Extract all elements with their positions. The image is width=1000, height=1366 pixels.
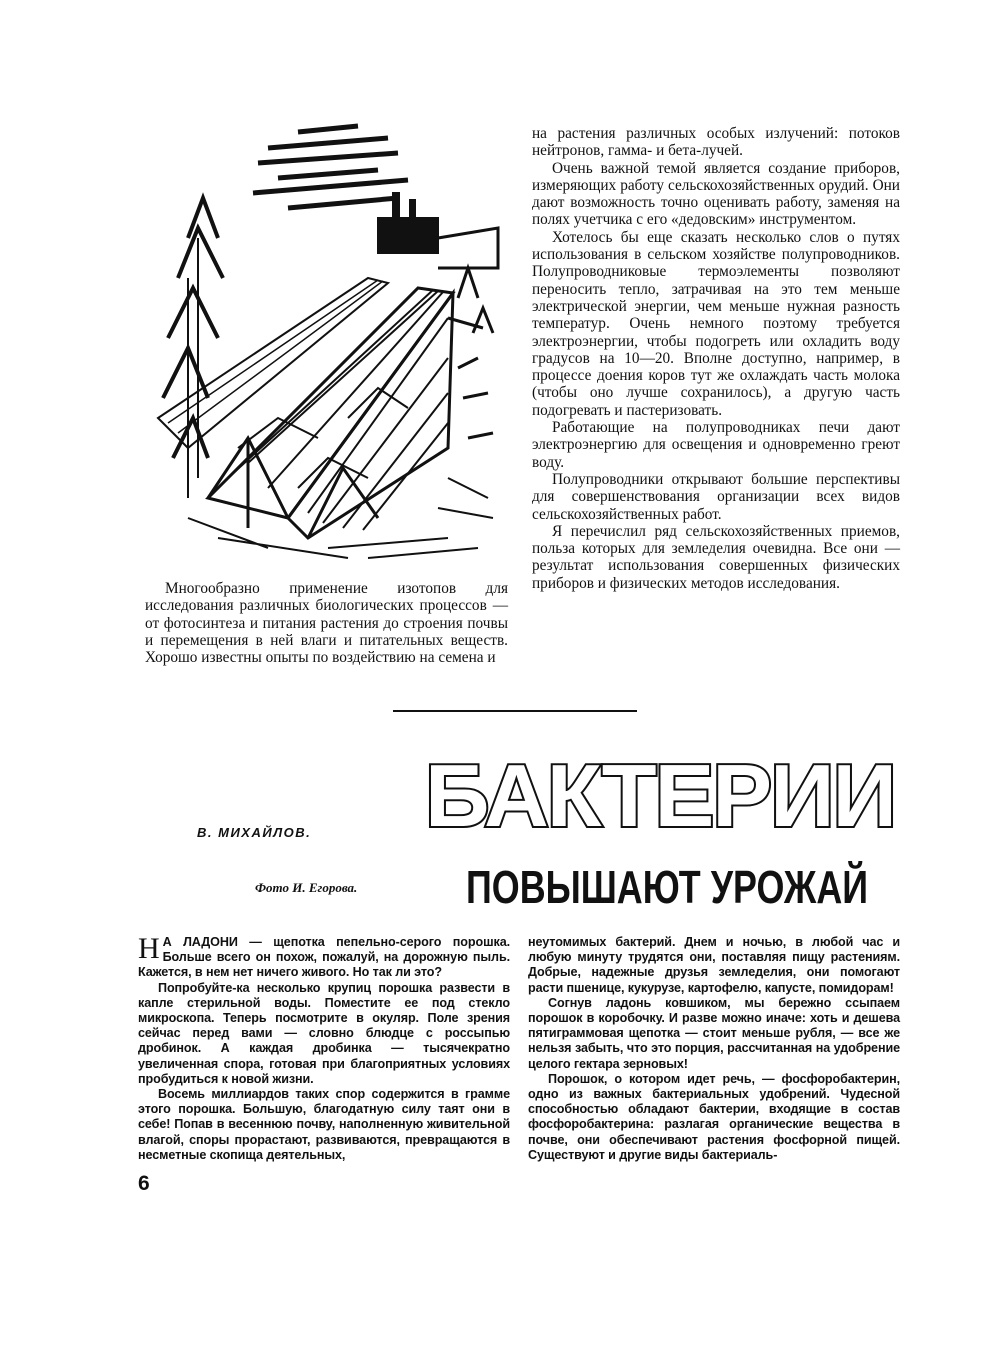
paragraph: неутомимых бактерий. Днем и ночью, в любой час и любую минуту трудятся они, поставляя пищу растениям. Добрые, надежные друзья земледелия, они помогают расти пшенице, кукурузе, картофелю, капусте, помидорам!	[528, 935, 900, 995]
paragraph: Порошок, о котором идет речь, — фосфоробактерин, одно из важных бактериальных удобрений. Чудесной способностью обладают бактерии, входящие в состав фосфоробактерина: разлагая органические вещества в почве, они обеспечивают растения фосфорной пищей. Существуют и другие виды бактериаль-	[528, 1071, 900, 1162]
article-author: В. МИХАЙЛОВ.	[197, 825, 312, 840]
article-subtitle: ПОВЫШАЮТ УРОЖАЙ	[466, 861, 869, 913]
paragraph: Полупроводники открывают большие перспективы для совершенствования организации всех видов сельскохозяйственных работ.	[532, 470, 900, 523]
paragraph: Я перечислил ряд сельскохозяйственных приемов, польза которых для земледелия очевидна. Все они — результат использования совершенных физических приборов и физических методов исследования.	[532, 522, 900, 592]
upper-left-column	[145, 580, 508, 666]
paragraph: Многообразно применение изотопов для исследования различных биологических процессов — от фотосинтеза и питания растения до строения почвы и перемещения в ней влаги и питательных веществ. Хорошо известны опыты по воздействию на семена и	[145, 580, 508, 667]
section-divider	[393, 710, 637, 712]
article-title-text: БАКТЕРИИ	[425, 752, 895, 836]
lower-left-column	[138, 932, 510, 1163]
article-title	[420, 752, 900, 836]
page-number: 6	[138, 1172, 150, 1195]
photo-credit: Фото И. Егорова.	[255, 880, 358, 895]
paragraph: Работающие на полупроводниках печи дают электроэнергию для освещения и одновременно греют воду.	[532, 419, 900, 471]
paragraph: Попробуйте-ка несколько крупиц порошка развести в капле стерильной воды. Поместите ее под стекло микроскопа. Теперь посмотрите в окуляр. Поле зрения сейчас перед вами — словно блюдце с россыпью дробинок. А каждая дробинка — тысячекратно увеличенная спора, готовая при благоприятных условиях пробудиться к новой жизни.	[138, 980, 510, 1086]
lower-right-column	[528, 935, 900, 1163]
upper-right-column	[532, 125, 900, 592]
paragraph: Восемь миллиардов таких спор содержится в грамме этого порошка. Большую, благодатную силу таят они в себе! Попав в весеннюю почву, наполненную живительной влагой, споры прорастают, развиваются, превращаются в несметные скопища деятельных,	[138, 1087, 510, 1162]
paragraph: на растения различных особых излучений: потоков нейтронов, гамма- и бета-лучей.	[532, 125, 900, 160]
paragraph: Согнув ладонь ковшиком, мы бережно ссыпаем порошок в коробочку. И разве можно иначе: хоть и дешева пятиграммовая щепотка — стоит меньше рубля, — все же нельзя забыть, что это порция, рассчитанная на удобрение целого гектара зерновых!	[528, 995, 900, 1071]
drop-cap: Н	[138, 932, 160, 965]
lead-text: А ЛАДОНИ — щепотка пепельно-серого порошка. Больше всего он похож, пожалуй, на дорожную пыль. Кажется, в нем нет ничего живого. Но так ли это?	[138, 935, 510, 980]
paragraph: Хотелось бы еще сказать несколько слов о путях использования в сельском хозяйстве полупроводников. Полупроводниковые термоэлементы позволяют переносить тепло, затрачивая на это тем меньше электрической энергии, чем меньше нужная разность температур. Очень немного поэтому требуется электроэнергии, чтобы подогреть или охладить воду градусов на 10—20. Вполне доступно, например, в процессе доения коров тут же охлаждать часть молока (чтобы оно лучше сохранилось), а другую часть подогревать и пастеризовать.	[532, 228, 900, 419]
lead-paragraph	[138, 932, 510, 981]
greenhouse-illustration	[148, 118, 508, 570]
paragraph: Очень важной темой является создание приборов, измеряющих работу сельскохозяйственных орудий. Они дают возможность точно оценивать работу, заменяя на полях учетчика с его «дедовским» инструментом.	[532, 159, 900, 229]
